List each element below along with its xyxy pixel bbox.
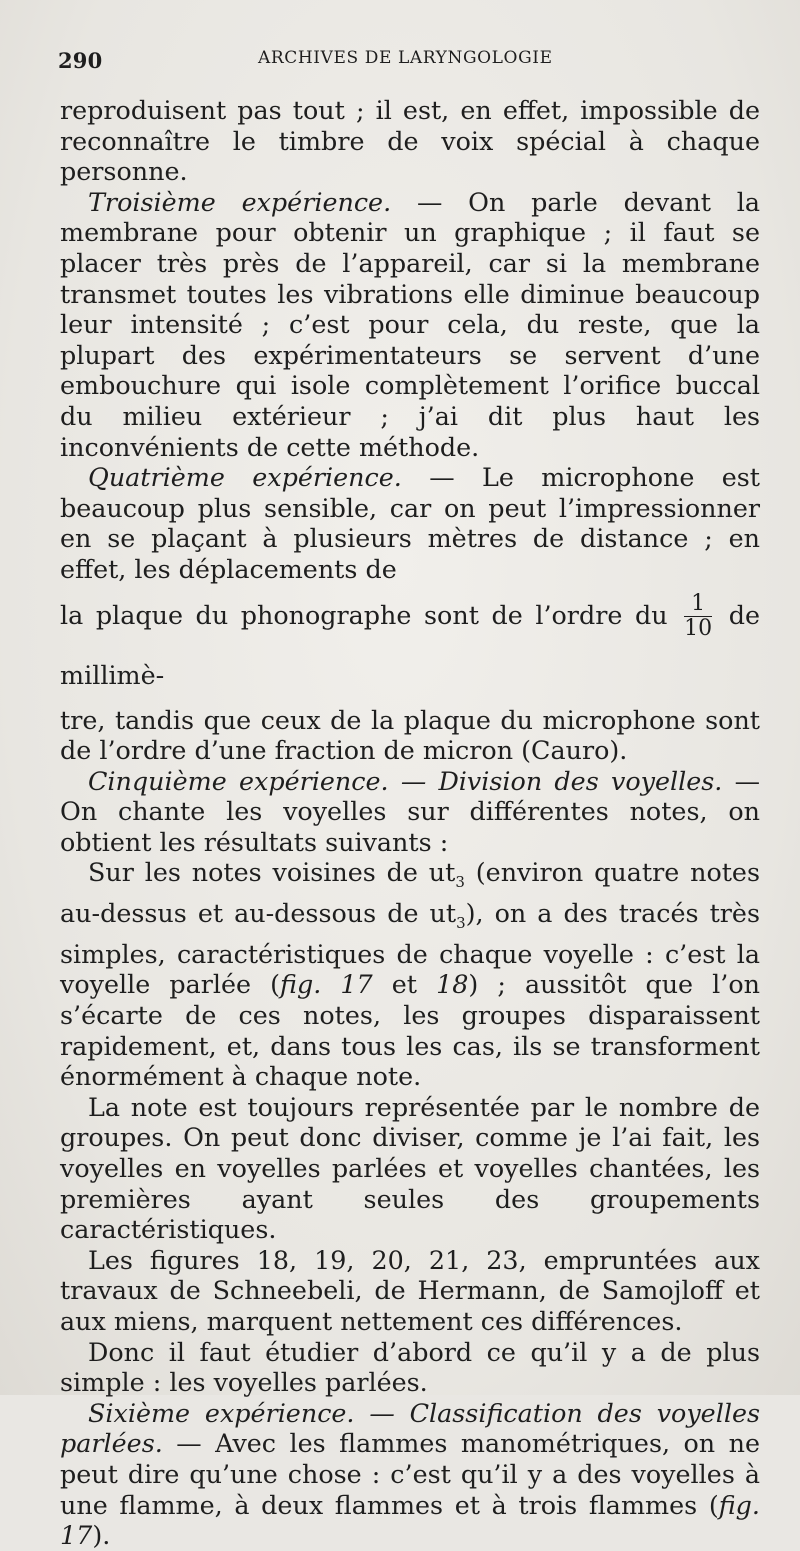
experiment-label: Quatrième expérience.	[88, 462, 402, 493]
paragraph-sixieme-experience: Sixième expérience. — Classification des voyelles parlées. — Avec les flammes manométriques, on ne peut dire qu’une chose : c’est qu’il y a des voyelles à une flamme, à deux flammes et à trois flammes (fig. 17).	[60, 1397, 760, 1551]
experiment-label: Cinquième expérience. — Division des voyelles.	[88, 765, 723, 796]
paragraph-donc: Donc il faut étudier d’abord ce qu’il y a de plus simple : les voyelles parlées.	[60, 1336, 760, 1398]
paragraph-1: reproduisent pas tout ; il est, en effet, impossible de reconnaître le timbre de voix spécial à chaque personne.	[60, 95, 760, 187]
paragraph-notes-voisines: Sur les notes voisines de $ut_3$ (environ quatre notes au-dessus et au-dessous de $ut_3$), on a des tracés très simples, caractéristiques de chaque voyelle : c’est la voyelle parlée (fig. 17 et 18) ; aussitôt que l’on s’écarte de ces notes, les groupes disparaissent rapidement, et, dans tous les cas, ils se transforment énormément à chaque note.	[60, 857, 760, 1092]
figure-reference: fig. 17	[280, 969, 373, 1000]
experiment-label: Troisième expérience.	[88, 186, 392, 217]
paragraph-cinquieme-experience: Cinquième expérience. — Division des voyelles. — On chante les voyelles sur différentes notes, on obtient les résultats suivants :	[60, 765, 760, 857]
running-title: ARCHIVES DE LARYNGOLOGIE	[258, 48, 553, 68]
paragraph-quatrieme-end: tre, tandis que ceux de la plaque du microphone sont de l’ordre d’une fraction de micron (Cauro).	[60, 704, 760, 766]
experiment-label: Sixième expérience. — Classification des voyelles parlées.	[60, 1397, 760, 1459]
figure-reference: fig. 17	[60, 1489, 760, 1551]
fraction: $\frac{1}{10}$	[684, 591, 713, 641]
paragraph-troisieme-experience: Troisième expérience. — On parle devant la membrane pour obtenir un graphique ; il faut se placer très près de l’appareil, car si la membrane transmet toutes les vibrations elle diminue beaucoup leur intensité ; c’est pour cela, du reste, que la plupart des expérimentateurs se servent d’une embouchure qui isole complètement l’orifice buccal du milieu extérieur ; j’ai dit plus haut les inconvénients de cette méthode.	[60, 186, 760, 462]
figure-reference: 18	[436, 969, 469, 1000]
paragraph-quatrieme-experience: Quatrième expérience. — Le microphone est beaucoup plus sensible, car on peut l’impressionner en se plaçant à plusieurs mètres de distance ; en effet, les déplacements de	[60, 462, 761, 584]
page-body	[60, 95, 760, 1551]
paragraph-figures: Les figures 18, 19, 20, 21, 23, empruntées aux travaux de Schneebeli, de Hermann, de Samojloff et aux miens, marquent nettement ces différences.	[60, 1244, 760, 1336]
paragraph-note-groupes: La note est toujours représentée par le nombre de groupes. On peut donc diviser, comme je l’ai fait, les voyelles en voyelles parlées et voyelles chantées, les premières ayant seules des groupements caractéristiques.	[60, 1091, 760, 1245]
page-number: 290	[58, 48, 103, 73]
fraction-line: la plaque du phonographe sont de l’ordre du $\frac{1}{10}$ de millimè-	[60, 591, 760, 690]
